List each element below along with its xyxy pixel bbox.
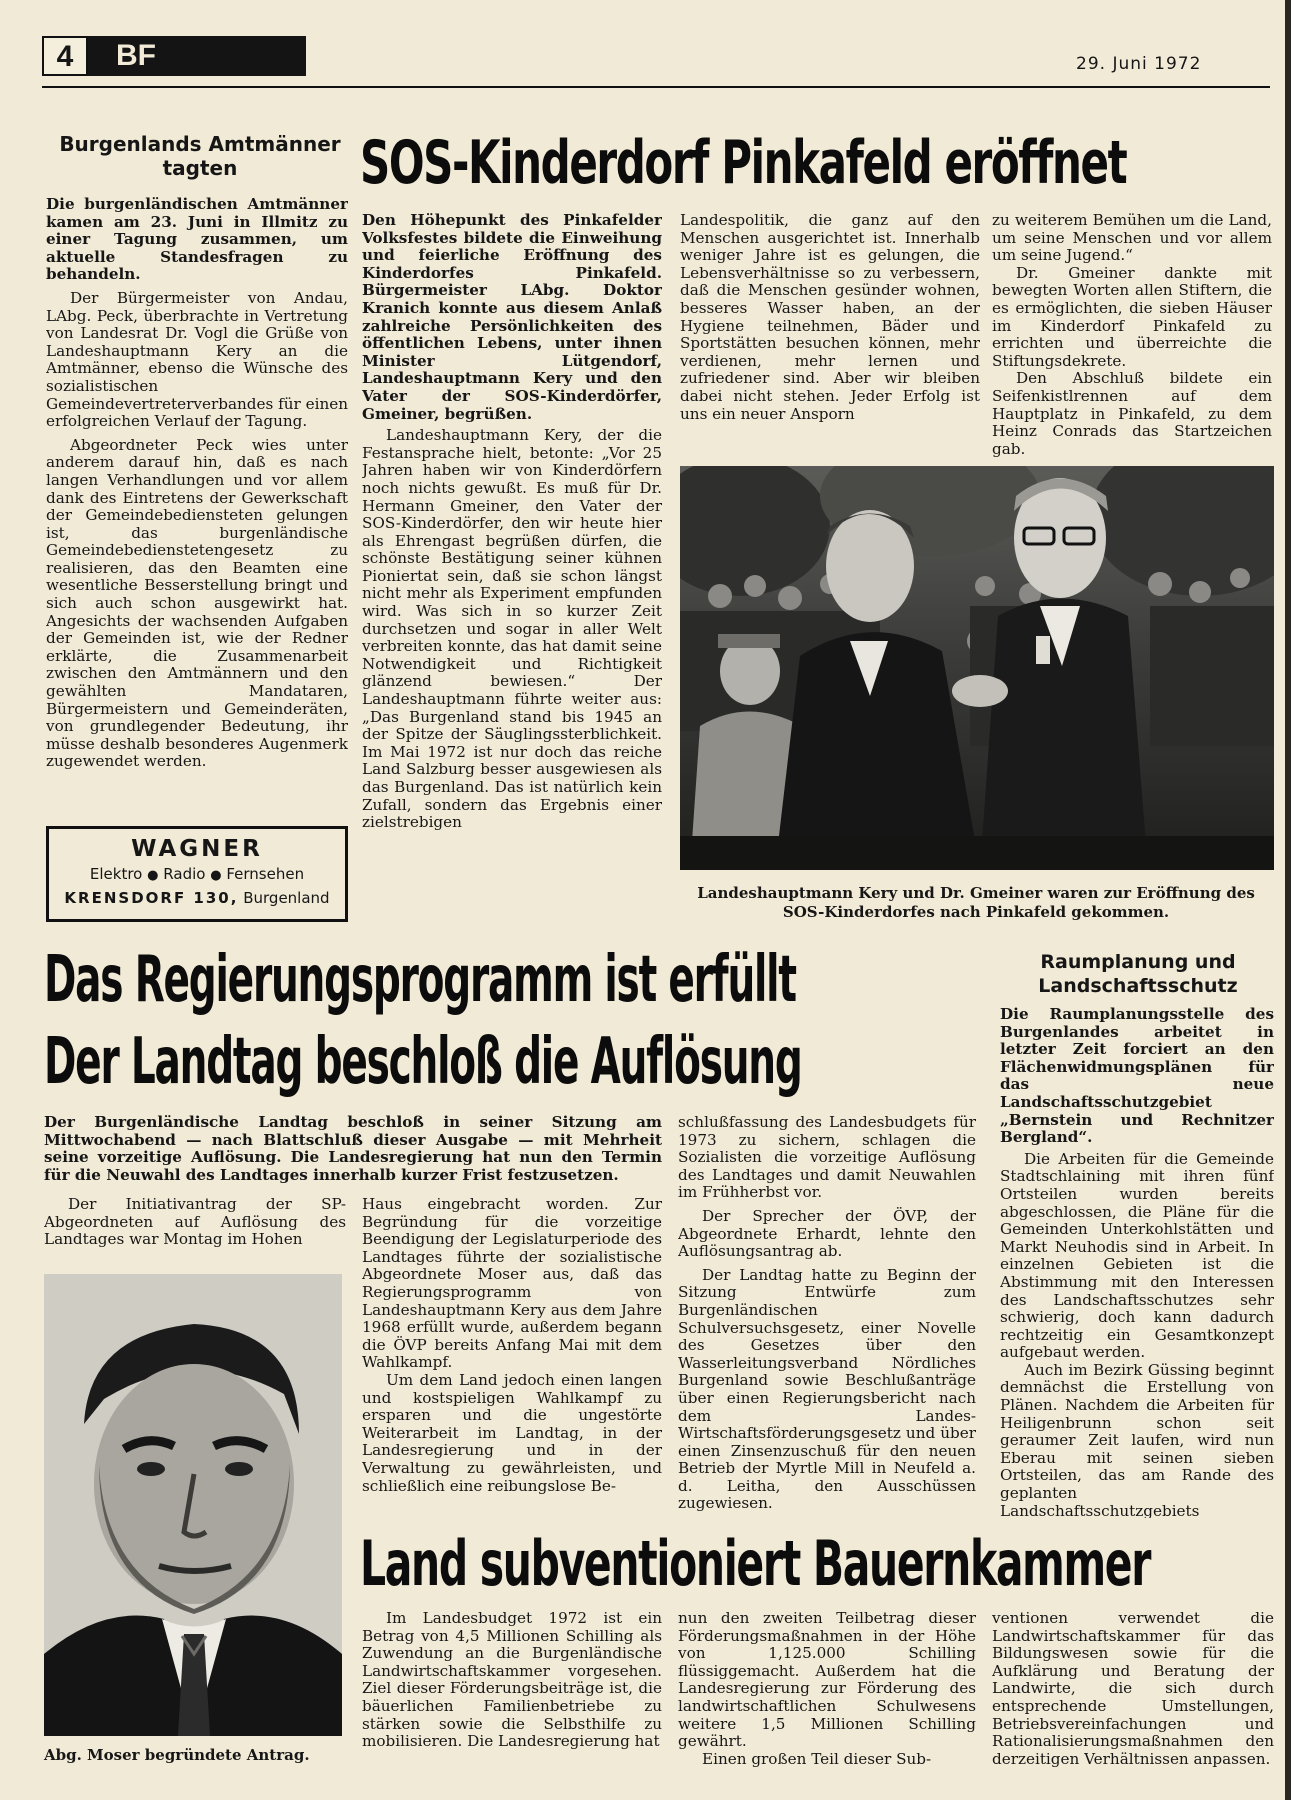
bauernkammer-column-3 [992, 1610, 1274, 1790]
portrait-illustration [44, 1274, 342, 1736]
bauernkammer-column-2 [678, 1610, 976, 1790]
moser-caption: Abg. Moser begründete Antrag. [44, 1746, 310, 1764]
landtag-paragraph: Um dem Land jedoch einen langen und kostspieligen Wahlkampf zu ersparen und die ungestörte Weiterarbeit im Landtag, in der Landesregierung und in der Verwaltung zu gewährleisten, und schließlich eine reibungslose Be- [362, 1370, 662, 1495]
landtag-headline-1: Das Regierungsprogramm ist erfüllt [44, 943, 796, 1017]
ad-region: Burgenland [243, 889, 330, 907]
bauernkammer-column-1 [362, 1610, 662, 1790]
amtmaenner-body [46, 196, 348, 820]
photo-illustration [680, 466, 1274, 870]
landtag-lead: Der Burgenländische Landtag beschloß in seiner Sitzung am Mittwochabend — nach Blattschluß dieser Ausgabe — mit Mehrheit seine vorzeitige Auflösung. Die Landesregierung hat nun den Termin für die Neuwahl des Landtages innerhalb kurzer Frist festzusetzen. [44, 1114, 662, 1184]
landtag-paragraph: Der Landtag hatte zu Beginn der Sitzung Entwürfe zum Burgenländischen Schulversuchsgesetz, einer Novelle des Gesetzes über den Wasserleitungsverband Nördliches Burgenland sowie Beschlußanträge über einen Regierungsbericht nach dem Landes-Wirtschaftsförderungsgesetz und über einen Zinsenzuschuß für den neuen Betrieb der Myrtle Mill in Neufeld a. d. Leitha, den Ausschüssen zugewiesen. [678, 1265, 976, 1513]
raumplanung-body [1000, 1006, 1274, 1518]
sos-paragraph: Landeshauptmann Kery, der die Festansprache hielt, betonte: „Vor 25 Jahren haben wir von Kinderdörfern noch nichts gewußt. Es muß für Dr. Hermann Gmeiner, den Vater der SOS-Kinderdörfer, den wir heute hier als Ehrengast begrüßen dürfen, die schönste Bestätigung seiner kühnen Pioniertat sein, daß sie schon längst nicht mehr als Experiment empfunden wird. Was sich in so kurzer Zeit durchsetzen und sogar in aller Welt verbreiten konnte, das hat damit seine Notwendigkeit und Richtigkeit glänzend bewiesen.“ Der Landeshauptmann führte weiter aus: „Das Burgenland stand bis 1945 an der Spitze der Säuglingssterblichkeit. Im Mai 1972 ist nur doch das reiche Land Salzburg besser ausgewiesen als das Burgenland. Das ist natürlich kein Zufall, sondern das Ergebnis einer zielstrebigen [362, 426, 662, 832]
amtmaenner-paragraph: Abgeordneter Peck wies unter anderem darauf hin, daß es nach langen Verhandlungen und vor allem dank des Eintretens der Gewerkschaft der Gemeindebediensteten gelungen ist, das burgenländische Gemeindebedienstetengesetz zu realisieren, das den Beamten eine wesentliche Besserstellung bringt und sich auch schon ausgewirkt hat. Angesichts der wachsenden Aufgaben der Gemeinden ist, wie der Redner erklärte, die Zusammenarbeit zwischen den Amtmännern und den gewählten Mandataren, Bürgermeistern und Gemeinderäten, von grundlegender Bedeutung, ihr müsse deshalb besonderes Augenmerk zugewendet werden. [46, 435, 348, 771]
sos-paragraph: Den Abschluß bildete ein Seifenkistlrennen auf dem Hauptplatz in Pinkafeld, zu dem Heinz Conrads das Startzeichen gab. [992, 369, 1272, 458]
sos-headline: SOS-Kinderdorf Pinkafeld eröffnet [360, 128, 1127, 198]
section-bar [88, 36, 306, 76]
ad-service: Radio [163, 865, 206, 883]
sos-column-1 [362, 212, 662, 924]
bullet-icon: ● [147, 868, 159, 883]
sos-lead: Den Höhepunkt des Pinkafelder Volksfestes bildete die Einweihung und feierliche Eröffnung des Kinderdorfes Pinkafeld. Bürgermeister LAbg. Doktor Kranich konnte aus diesem Anlaß zahlreiche Persönlichkeiten des öffentlichen Lebens, unter ihnen Minister Lütgendorf, Landeshauptmann Kery und den Vater der SOS-Kinderdörfer, Gmeiner, begrüßen. [362, 212, 662, 423]
raumplanung-lead: Die Raumplanungsstelle des Burgenlandes arbeitet in letzter Zeit forciert an den Flächenwidmungsplänen für das neue Landschaftsschutzgebiet „Bernstein und Rechnitzer Bergland“. [1000, 1006, 1274, 1147]
sos-column-2 [680, 212, 980, 462]
amtmaenner-lead: Die burgenländischen Amtmänner kamen am 23. Juni in Illmitz zu einer Tagung zusammen, um aktuelle Standesfragen zu behandeln. [46, 196, 348, 284]
issue-date: 29. Juni 1972 [1076, 54, 1202, 74]
landtag-paragraph: schlußfassung des Landesbudgets für 1973 zu sichern, schlagen die Sozialisten die vorzeitige Auflösung des Landtages und damit Neuwahlen im Frühherbst vor. [678, 1114, 976, 1202]
moser-portrait-photo [44, 1274, 342, 1736]
landtag-column-1 [44, 1196, 346, 1252]
ad-services [49, 863, 345, 887]
raumplanung-paragraph: Auch im Bezirk Güssing beginnt demnächst die Erstellung von Plänen. Nachdem die Arbeiten für Heiligenbrunn schon seit geraumer Zeit laufen, wird nun Eberau mit seinen sieben Ortsteilen, das am Rande des geplanten Landschaftsschutzgebiets [1000, 1360, 1274, 1518]
sos-paragraph: Landespolitik, die ganz auf den Menschen ausgerichtet ist. Innerhalb weniger Jahre ist es gelungen, die Lebensverhältnisse so zu verbessern, daß die Menschen gesünder wohnen, besseres Wasser haben, an der Hygiene teilnehmen, Bäder und Sportstätten besuchen können, mehr verdienen, mehr lernen und zufriedener sind. Aber wir bleiben dabei nicht stehen. Jeder Erfolg ist uns ein neuer Ansporn [680, 212, 980, 423]
ad-service: Elektro [89, 865, 143, 883]
bauernkammer-paragraph: Einen großen Teil dieser Sub- [702, 1749, 932, 1768]
ad-company-name: WAGNER [131, 836, 263, 862]
landtag-headline-2: Der Landtag beschloß die Auflösung [44, 1025, 802, 1099]
bauernkammer-paragraph: nun den zweiten Teilbetrag dieser Förderungsmaßnahmen in der Höhe von 1,125.000 Schilling flüssiggemacht. Außerdem hat die Landesregierung zur Förderung des landwirtschaftlichen Schulwesens weitere 1,5 Millionen Schilling gewährt. [678, 1610, 976, 1751]
landtag-paragraph: Der Sprecher der ÖVP, der Abgeordnete Erhardt, lehnte den Auflösungsantrag ab. [678, 1206, 976, 1261]
page-header [42, 36, 1272, 86]
landtag-column-2 [362, 1196, 662, 1512]
ad-address-line [49, 887, 345, 909]
bauernkammer-paragraph: Im Landesbudget 1972 ist ein Betrag von 4,5 Millionen Schilling als Zuwendung an die Burgenländische Landwirtschaftskammer vorgesehen. Ziel dieser Förderungsbeiträge ist, die bäuerlichen Familienbetriebe zu stärken sowie die Selbsthilfe zu mobilisieren. Die Landesregierung hat [362, 1610, 662, 1751]
ad-address: KRENSDORF 130, [64, 889, 239, 907]
landtag-paragraph: Der Initiativantrag der SP-Abgeordneten auf Auflösung des Landtages war Montag im Hohen [44, 1196, 346, 1249]
raumplanung-paragraph: Die Arbeiten für die Gemeinde Stadtschlaining mit ihren fünf Ortsteilen wurden bereits abgeschlossen, die Pläne für die Gemeinden Unterkohlstätten und Markt Neuhodis sind in Arbeit. In einzelnen Gebieten ist die Abstimmung mit den Interessen des Landschaftsschutzes sehr schwierig, doch kann dadurch rechtzeitig ein Gesamtkonzept aufgebaut werden. [1000, 1149, 1274, 1362]
header-rule [42, 86, 1270, 88]
page-number-box [42, 36, 88, 76]
sos-photo-caption: Landeshauptmann Kery und Dr. Gmeiner waren zur Eröffnung des SOS-Kinderdorfes nach Pinkafeld gekommen. [697, 884, 1255, 921]
sos-paragraph: zu weiterem Bemühen um die Land, um seine Menschen und vor allem um seine Jugend.“ [992, 212, 1272, 265]
bauernkammer-headline: Land subventioniert Bauernkammer [360, 1527, 1151, 1600]
wagner-ad [46, 826, 348, 922]
amtmaenner-paragraph: Der Bürgermeister von Andau, LAbg. Peck, überbrachte in Vertretung von Landesrat Dr. Vogl die Grüße von Landeshauptmann Kery an die Amtmänner, ebenso die Wünsche des sozialistischen Gemeindevertreterverbandes für einen erfolgreichen Verlauf der Tagung. [46, 288, 348, 431]
bauernkammer-paragraph: ventionen verwendet die Landwirtschaftskammer für das Bildungswesen sowie für die Aufklärung und Beratung der Landwirte, die sich durch entsprechende Umstellungen, Betriebsvereinfachungen und Rationalisierungsmaßnahmen den derzeitigen Verhältnissen anpassen. [992, 1610, 1274, 1768]
landtag-lead-block [44, 1114, 662, 1190]
ad-service: Fernsehen [226, 865, 305, 883]
landtag-column-3 [678, 1114, 976, 1522]
sos-column-3 [992, 212, 1272, 462]
page-binding-edge [1285, 0, 1291, 1800]
amtmaenner-title: Burgenlands Amtmänner tagten [59, 132, 341, 180]
section-label: BF [116, 39, 156, 72]
landtag-paragraph: Haus eingebracht worden. Zur Begründung für die vorzeitige Beendigung der Legislaturperiode des Landtages führte der sozialistische Abgeordnete Moser aus, daß das Regierungsprogramm von Landeshauptmann Kery aus dem Jahre 1968 erfüllt wurde, außerdem begann die ÖVP bereits Anfang Mai mit dem Wahlkampf. [362, 1196, 662, 1372]
bullet-icon: ● [210, 868, 222, 883]
page-number: 4 [56, 40, 74, 73]
sos-paragraph: Dr. Gmeiner dankte mit bewegten Worten allen Stiftern, die es ermöglichten, die sieben Häuser im Kinderdorf Pinkafeld zu errichten und überreichte die Stiftungsdekrete. [992, 263, 1272, 370]
raumplanung-title: Raumplanung und Landschaftsschutz [1038, 951, 1238, 997]
sos-opening-photo [680, 466, 1274, 870]
